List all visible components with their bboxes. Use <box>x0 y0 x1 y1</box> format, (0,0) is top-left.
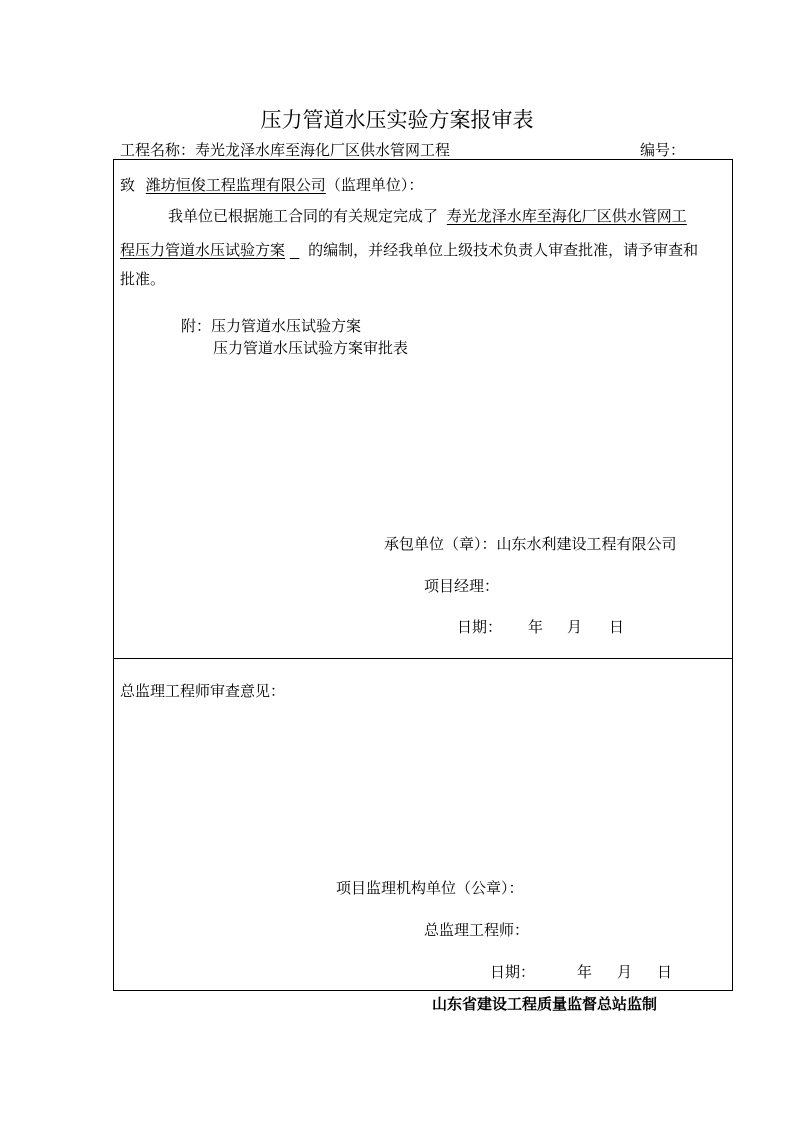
attach-item-2: 压力管道水压试验方案审批表 <box>213 339 409 357</box>
month-1: 月 <box>567 618 583 636</box>
contractor-name: 山东水利建设工程有限公司 <box>496 535 677 553</box>
para-start: 我单位已根据施工合同的有关规定完成了 <box>168 207 439 225</box>
attach-label: 附： <box>181 317 212 335</box>
form-title: 压力管道水压实验方案报审表 <box>260 108 534 132</box>
number-label: 编号： <box>640 141 686 159</box>
year-1: 年 <box>528 618 544 636</box>
work-title-part2: 程压力管道水压试验方案 <box>120 241 286 259</box>
review-section <box>113 658 733 991</box>
submission-section <box>113 159 733 659</box>
project-label: 工程名称： <box>120 141 196 159</box>
manager-label: 项目经理： <box>424 577 500 595</box>
addressee-line <box>120 174 423 195</box>
work-title-part1: 寿光龙泽水库至海化厂区供水管网工 <box>446 207 687 225</box>
date-label-1: 日期： <box>457 618 503 636</box>
date-label-2: 日期： <box>490 963 536 981</box>
attachment-1 <box>181 315 361 336</box>
supervisor-company: 潍坊恒俊工程监理有限公司 <box>145 176 326 194</box>
contractor-label: 承包单位（章）： <box>384 535 497 553</box>
paragraph-line-2 <box>120 239 698 260</box>
project-name-row <box>120 139 450 160</box>
para-middle: 的编制，并经我单位上级技术负责人审查批准，请予审查和 <box>308 241 699 259</box>
supervision-footer: 山东省建设工程质量监督总站监制 <box>432 995 658 1013</box>
project-name: 寿光龙泽水库至海化厂区供水管网工程 <box>195 141 451 159</box>
org-label: 项目监理机构单位（公章）： <box>336 879 524 897</box>
paragraph-line-1 <box>168 205 687 226</box>
month-2: 月 <box>617 963 633 981</box>
to-suffix: （监理单位）： <box>325 176 424 194</box>
contractor-line <box>384 533 677 554</box>
para-end: 批准。 <box>120 270 166 288</box>
engineer-label: 总监理工程师： <box>424 921 530 939</box>
year-2: 年 <box>577 963 593 981</box>
attach-item-1: 压力管道水压试验方案 <box>211 317 362 335</box>
underline-pad <box>290 241 300 259</box>
day-1: 日 <box>609 618 625 636</box>
opinion-label: 总监理工程师审查意见： <box>120 682 286 700</box>
to-prefix: 致 <box>120 176 136 194</box>
day-2: 日 <box>657 963 673 981</box>
